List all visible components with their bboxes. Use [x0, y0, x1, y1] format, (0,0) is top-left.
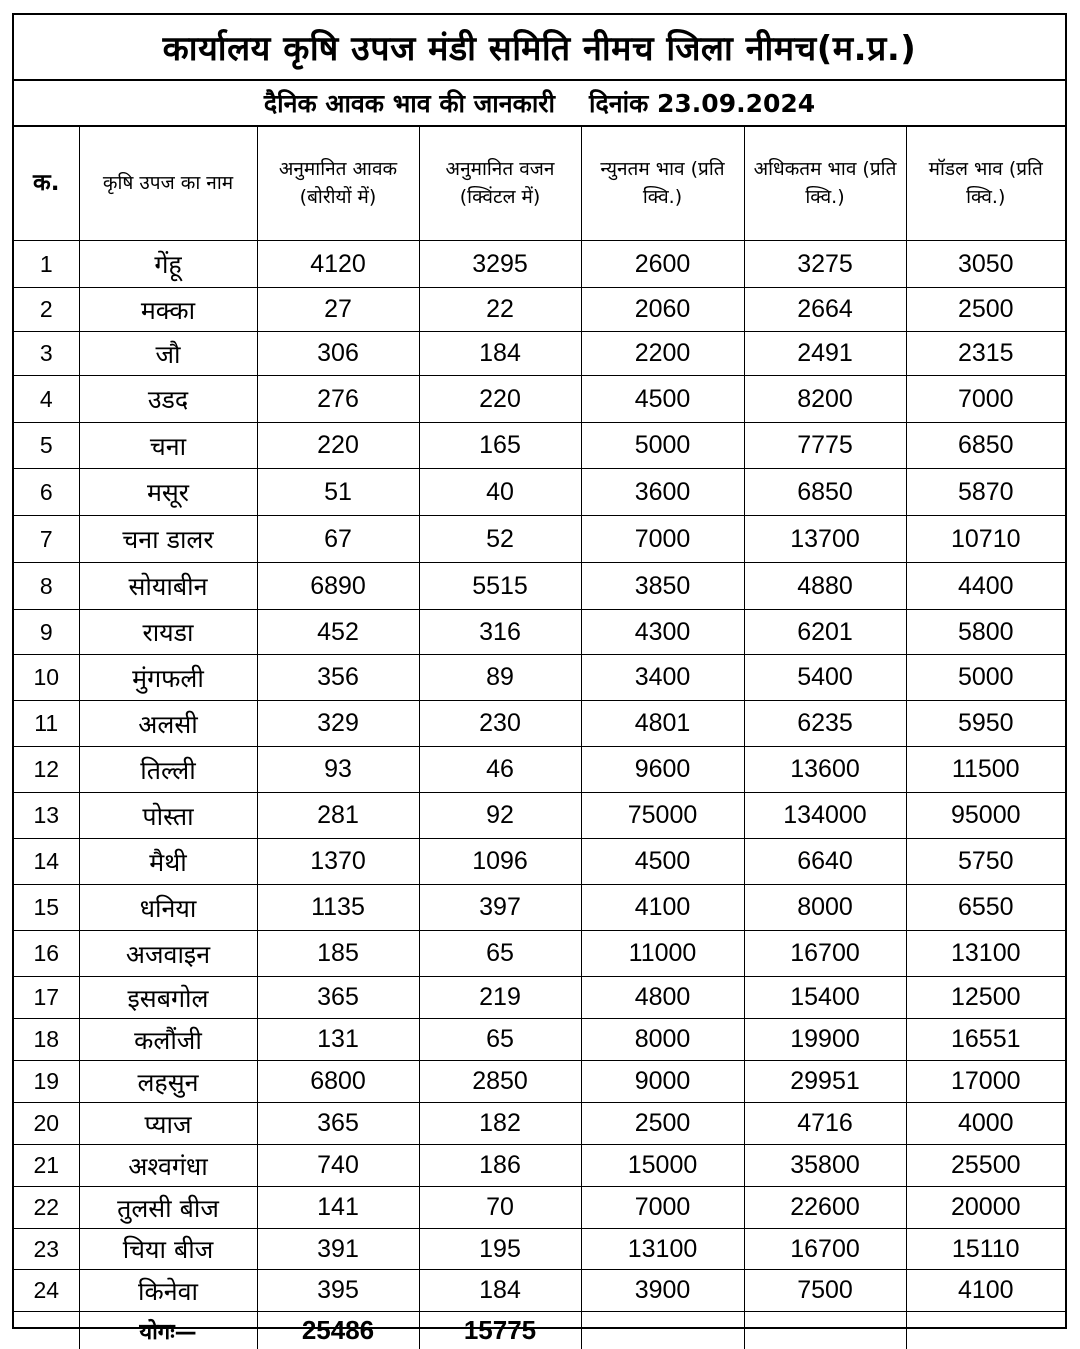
table-row [14, 931, 1065, 977]
max-price-cell: 7500 [744, 1270, 906, 1312]
table-row [14, 747, 1065, 793]
modal-price-cell: 6850 [906, 423, 1065, 469]
serial-cell: 1 [14, 241, 79, 288]
arrival-cell: 1135 [257, 885, 419, 931]
serial-cell: 18 [14, 1019, 79, 1061]
crop-name-cell: सोयाबीन [79, 563, 257, 610]
modal-price-cell: 6550 [906, 885, 1065, 931]
max-price-cell: 7775 [744, 423, 906, 469]
table-row [14, 241, 1065, 288]
arrival-cell: 220 [257, 423, 419, 469]
max-price-cell: 6201 [744, 610, 906, 655]
col-header-modal-price: मॉडल भाव (प्रति क्वि.) [906, 127, 1065, 241]
min-price-cell: 3900 [581, 1270, 744, 1312]
arrival-cell: 365 [257, 1103, 419, 1145]
rates-table [14, 127, 1065, 1349]
total-empty-cell [14, 1312, 79, 1349]
max-price-cell: 13700 [744, 516, 906, 563]
crop-name-cell: लहसुन [79, 1061, 257, 1103]
serial-cell: 2 [14, 288, 79, 332]
arrival-cell: 51 [257, 469, 419, 516]
arrival-cell: 1370 [257, 839, 419, 885]
max-price-cell: 29951 [744, 1061, 906, 1103]
arrival-cell: 306 [257, 332, 419, 376]
modal-price-cell: 15110 [906, 1229, 1065, 1270]
min-price-cell: 4100 [581, 885, 744, 931]
modal-price-cell: 4000 [906, 1103, 1065, 1145]
arrival-cell: 391 [257, 1229, 419, 1270]
min-price-cell: 9600 [581, 747, 744, 793]
max-price-cell: 15400 [744, 977, 906, 1019]
max-price-cell: 16700 [744, 931, 906, 977]
crop-name-cell: धनिया [79, 885, 257, 931]
modal-price-cell: 16551 [906, 1019, 1065, 1061]
weight-cell: 184 [419, 332, 581, 376]
min-price-cell: 5000 [581, 423, 744, 469]
arrival-cell: 93 [257, 747, 419, 793]
modal-price-cell: 5750 [906, 839, 1065, 885]
crop-name-cell: जौ [79, 332, 257, 376]
weight-cell: 165 [419, 423, 581, 469]
total-empty-cell [906, 1312, 1065, 1349]
weight-cell: 65 [419, 1019, 581, 1061]
min-price-cell: 13100 [581, 1229, 744, 1270]
table-row [14, 563, 1065, 610]
weight-cell: 1096 [419, 839, 581, 885]
total-row [14, 1312, 1065, 1349]
weight-cell: 397 [419, 885, 581, 931]
table-row [14, 1103, 1065, 1145]
min-price-cell: 4500 [581, 839, 744, 885]
min-price-cell: 3400 [581, 655, 744, 701]
col-header-arrival: अनुमानित आवक (बोरीयों में) [257, 127, 419, 241]
max-price-cell: 2664 [744, 288, 906, 332]
modal-price-cell: 4400 [906, 563, 1065, 610]
modal-price-cell: 25500 [906, 1145, 1065, 1187]
table-row [14, 516, 1065, 563]
arrival-cell: 27 [257, 288, 419, 332]
table-row [14, 610, 1065, 655]
arrival-cell: 329 [257, 701, 419, 747]
max-price-cell: 19900 [744, 1019, 906, 1061]
weight-cell: 182 [419, 1103, 581, 1145]
max-price-cell: 22600 [744, 1187, 906, 1229]
crop-name-cell: पोस्ता [79, 793, 257, 839]
table-row [14, 885, 1065, 931]
table-row [14, 469, 1065, 516]
weight-cell: 316 [419, 610, 581, 655]
weight-cell: 3295 [419, 241, 581, 288]
total-arrival: 25486 [257, 1312, 419, 1349]
modal-price-cell: 13100 [906, 931, 1065, 977]
max-price-cell: 8000 [744, 885, 906, 931]
table-row [14, 1061, 1065, 1103]
total-empty-cell [744, 1312, 906, 1349]
min-price-cell: 75000 [581, 793, 744, 839]
crop-name-cell: किनेवा [79, 1270, 257, 1312]
table-row [14, 839, 1065, 885]
crop-name-cell: चना डालर [79, 516, 257, 563]
table-header-row [14, 127, 1065, 241]
min-price-cell: 4800 [581, 977, 744, 1019]
subtitle-date: दिनांक 23.09.2024 [589, 86, 815, 120]
weight-cell: 52 [419, 516, 581, 563]
table-row [14, 1229, 1065, 1270]
modal-price-cell: 5950 [906, 701, 1065, 747]
table-row [14, 423, 1065, 469]
serial-cell: 13 [14, 793, 79, 839]
table-row [14, 1145, 1065, 1187]
col-header-max-price: अधिकतम भाव (प्रति क्वि.) [744, 127, 906, 241]
weight-cell: 2850 [419, 1061, 581, 1103]
col-header-crop: कृषि उपज का नाम [79, 127, 257, 241]
arrival-cell: 281 [257, 793, 419, 839]
min-price-cell: 2060 [581, 288, 744, 332]
crop-name-cell: अश्वगंधा [79, 1145, 257, 1187]
modal-price-cell: 95000 [906, 793, 1065, 839]
modal-price-cell: 17000 [906, 1061, 1065, 1103]
max-price-cell: 6235 [744, 701, 906, 747]
crop-name-cell: चना [79, 423, 257, 469]
page-title: कार्यालय कृषि उपज मंडी समिति नीमच जिला नीमच(म.प्र.) [14, 15, 1065, 81]
arrival-cell: 395 [257, 1270, 419, 1312]
table-row [14, 332, 1065, 376]
serial-cell: 9 [14, 610, 79, 655]
weight-cell: 46 [419, 747, 581, 793]
max-price-cell: 5400 [744, 655, 906, 701]
weight-cell: 5515 [419, 563, 581, 610]
modal-price-cell: 12500 [906, 977, 1065, 1019]
modal-price-cell: 5000 [906, 655, 1065, 701]
arrival-cell: 141 [257, 1187, 419, 1229]
serial-cell: 22 [14, 1187, 79, 1229]
crop-name-cell: उडद [79, 376, 257, 423]
arrival-cell: 740 [257, 1145, 419, 1187]
min-price-cell: 4500 [581, 376, 744, 423]
serial-cell: 5 [14, 423, 79, 469]
modal-price-cell: 20000 [906, 1187, 1065, 1229]
min-price-cell: 15000 [581, 1145, 744, 1187]
crop-name-cell: रायडा [79, 610, 257, 655]
crop-name-cell: अजवाइन [79, 931, 257, 977]
crop-name-cell: मुंगफली [79, 655, 257, 701]
weight-cell: 70 [419, 1187, 581, 1229]
total-empty-cell [581, 1312, 744, 1349]
max-price-cell: 8200 [744, 376, 906, 423]
table-row [14, 376, 1065, 423]
modal-price-cell: 3050 [906, 241, 1065, 288]
max-price-cell: 4716 [744, 1103, 906, 1145]
arrival-cell: 67 [257, 516, 419, 563]
crop-name-cell: मसूर [79, 469, 257, 516]
col-header-serial: क. [14, 127, 79, 241]
serial-cell: 21 [14, 1145, 79, 1187]
weight-cell: 65 [419, 931, 581, 977]
min-price-cell: 3850 [581, 563, 744, 610]
arrival-cell: 131 [257, 1019, 419, 1061]
arrival-cell: 356 [257, 655, 419, 701]
arrival-cell: 6890 [257, 563, 419, 610]
total-label: योगः— [79, 1312, 257, 1349]
serial-cell: 6 [14, 469, 79, 516]
max-price-cell: 4880 [744, 563, 906, 610]
min-price-cell: 4300 [581, 610, 744, 655]
modal-price-cell: 2315 [906, 332, 1065, 376]
serial-cell: 16 [14, 931, 79, 977]
arrival-cell: 276 [257, 376, 419, 423]
serial-cell: 12 [14, 747, 79, 793]
crop-name-cell: मक्का [79, 288, 257, 332]
modal-price-cell: 7000 [906, 376, 1065, 423]
weight-cell: 195 [419, 1229, 581, 1270]
min-price-cell: 9000 [581, 1061, 744, 1103]
serial-cell: 8 [14, 563, 79, 610]
table-row [14, 793, 1065, 839]
page-subtitle [14, 81, 1065, 127]
arrival-cell: 452 [257, 610, 419, 655]
modal-price-cell: 11500 [906, 747, 1065, 793]
serial-cell: 11 [14, 701, 79, 747]
min-price-cell: 2500 [581, 1103, 744, 1145]
arrival-cell: 4120 [257, 241, 419, 288]
weight-cell: 230 [419, 701, 581, 747]
modal-price-cell: 2500 [906, 288, 1065, 332]
arrival-cell: 185 [257, 931, 419, 977]
crop-name-cell: तुलसी बीज [79, 1187, 257, 1229]
modal-price-cell: 5800 [906, 610, 1065, 655]
table-row [14, 655, 1065, 701]
weight-cell: 40 [419, 469, 581, 516]
total-weight: 15775 [419, 1312, 581, 1349]
col-header-weight: अनुमानित वजन (क्विंटल में) [419, 127, 581, 241]
serial-cell: 10 [14, 655, 79, 701]
arrival-cell: 365 [257, 977, 419, 1019]
serial-cell: 14 [14, 839, 79, 885]
serial-cell: 19 [14, 1061, 79, 1103]
serial-cell: 15 [14, 885, 79, 931]
modal-price-cell: 4100 [906, 1270, 1065, 1312]
max-price-cell: 134000 [744, 793, 906, 839]
crop-name-cell: अलसी [79, 701, 257, 747]
max-price-cell: 16700 [744, 1229, 906, 1270]
min-price-cell: 7000 [581, 1187, 744, 1229]
max-price-cell: 2491 [744, 332, 906, 376]
min-price-cell: 4801 [581, 701, 744, 747]
min-price-cell: 7000 [581, 516, 744, 563]
weight-cell: 219 [419, 977, 581, 1019]
serial-cell: 20 [14, 1103, 79, 1145]
serial-cell: 7 [14, 516, 79, 563]
min-price-cell: 2200 [581, 332, 744, 376]
min-price-cell: 3600 [581, 469, 744, 516]
weight-cell: 92 [419, 793, 581, 839]
modal-price-cell: 5870 [906, 469, 1065, 516]
mandi-rate-sheet [12, 13, 1067, 1329]
weight-cell: 89 [419, 655, 581, 701]
min-price-cell: 11000 [581, 931, 744, 977]
weight-cell: 184 [419, 1270, 581, 1312]
max-price-cell: 35800 [744, 1145, 906, 1187]
weight-cell: 186 [419, 1145, 581, 1187]
serial-cell: 3 [14, 332, 79, 376]
crop-name-cell: मैथी [79, 839, 257, 885]
max-price-cell: 13600 [744, 747, 906, 793]
max-price-cell: 6640 [744, 839, 906, 885]
crop-name-cell: तिल्ली [79, 747, 257, 793]
table-row [14, 1270, 1065, 1312]
min-price-cell: 8000 [581, 1019, 744, 1061]
max-price-cell: 3275 [744, 241, 906, 288]
weight-cell: 22 [419, 288, 581, 332]
crop-name-cell: इसबगोल [79, 977, 257, 1019]
table-row [14, 977, 1065, 1019]
crop-name-cell: कलौंजी [79, 1019, 257, 1061]
table-row [14, 1187, 1065, 1229]
col-header-min-price: न्युनतम भाव (प्रति क्वि.) [581, 127, 744, 241]
arrival-cell: 6800 [257, 1061, 419, 1103]
serial-cell: 23 [14, 1229, 79, 1270]
crop-name-cell: प्याज [79, 1103, 257, 1145]
serial-cell: 17 [14, 977, 79, 1019]
crop-name-cell: गेंहू [79, 241, 257, 288]
weight-cell: 220 [419, 376, 581, 423]
subtitle-label: दैनिक आवक भाव की जानकारी [264, 86, 555, 120]
min-price-cell: 2600 [581, 241, 744, 288]
modal-price-cell: 10710 [906, 516, 1065, 563]
table-row [14, 288, 1065, 332]
table-row [14, 701, 1065, 747]
serial-cell: 4 [14, 376, 79, 423]
table-row [14, 1019, 1065, 1061]
serial-cell: 24 [14, 1270, 79, 1312]
max-price-cell: 6850 [744, 469, 906, 516]
crop-name-cell: चिया बीज [79, 1229, 257, 1270]
